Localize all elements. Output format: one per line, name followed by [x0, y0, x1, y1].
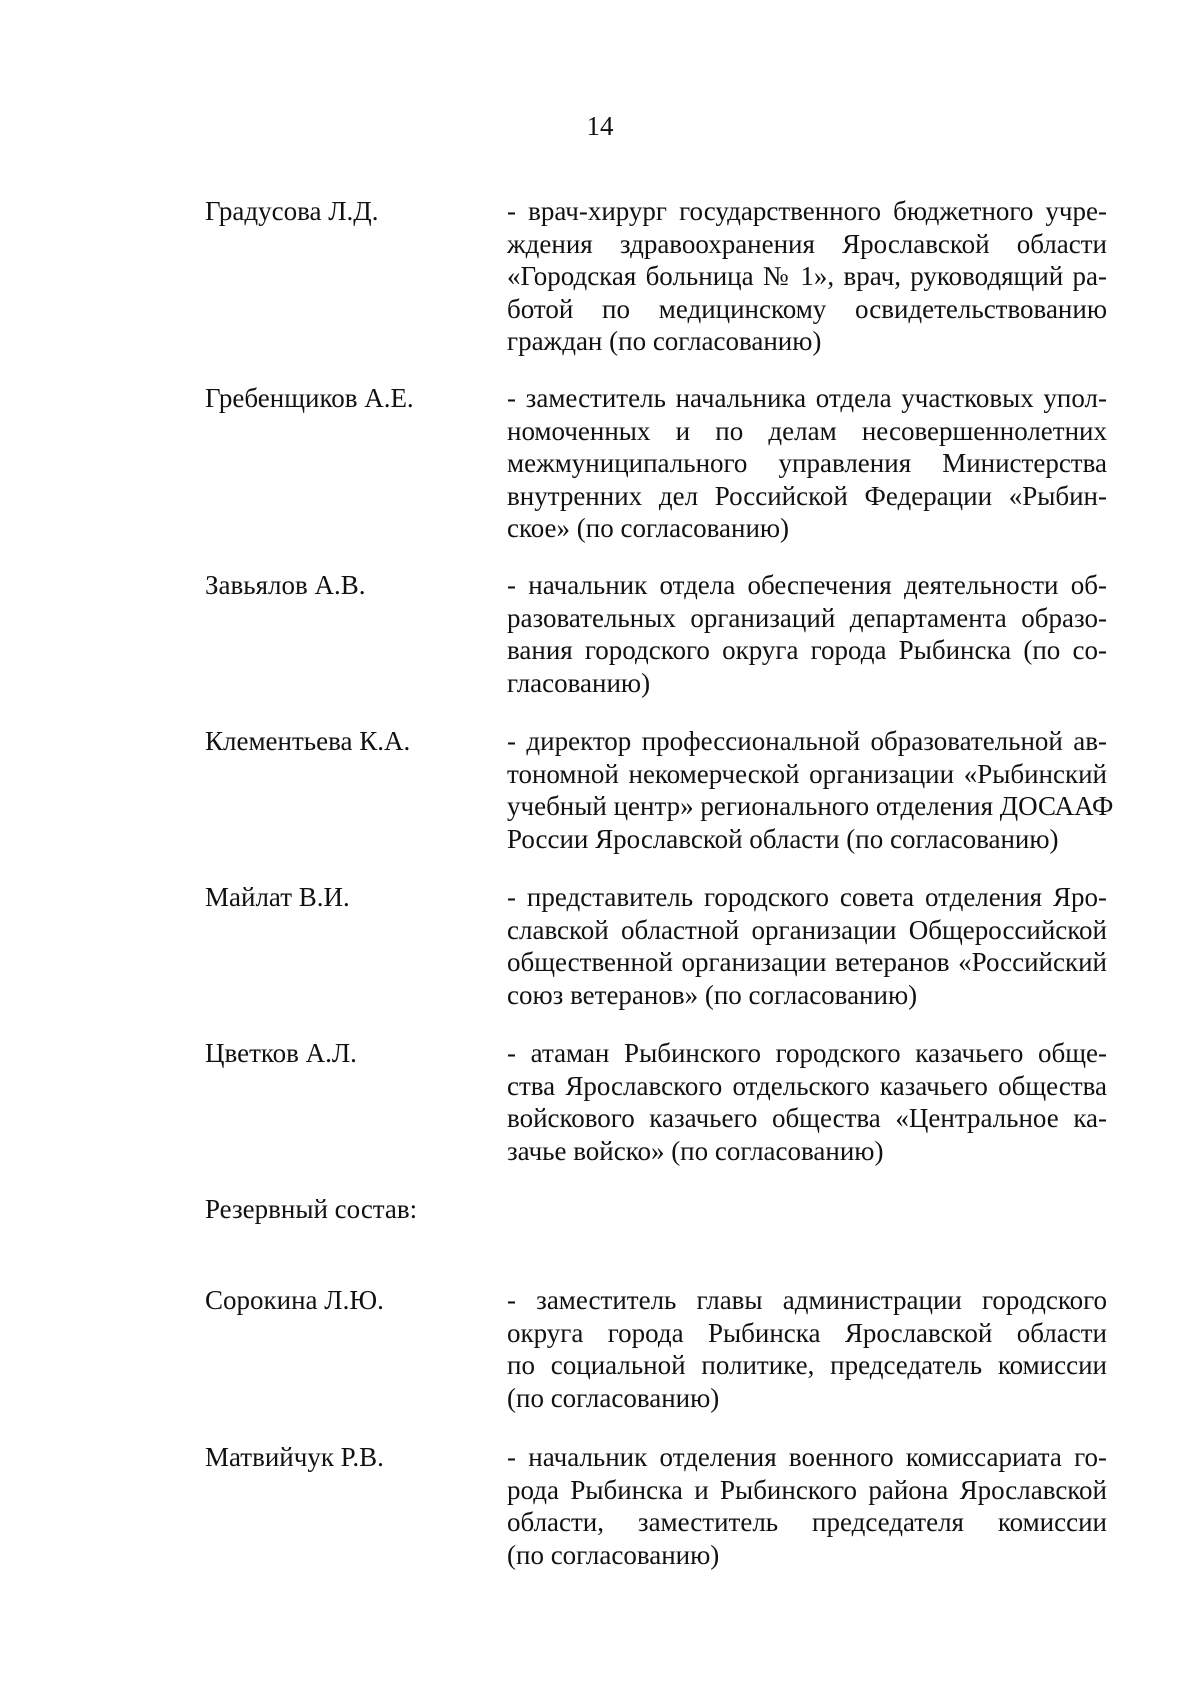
- member-name: Сорокина Л.Ю.: [205, 1285, 384, 1315]
- reserve-member-row: [205, 1441, 1107, 1571]
- member-description: [507, 569, 1107, 699]
- description-line: зачье войско» (по согласованию): [507, 1135, 884, 1166]
- member-description: [507, 725, 1114, 855]
- description-line: - заместитель начальника отдела участковых упол-: [507, 383, 1107, 413]
- description-line: союз ветеранов» (по согласованию): [507, 979, 918, 1010]
- member-row: [205, 881, 1107, 1011]
- member-row: [205, 1037, 1107, 1167]
- description-line: - атаман Рыбинского городского казачьего обще-: [507, 1038, 1107, 1068]
- description-line: по социальной политике, председатель комиссии: [507, 1350, 1107, 1380]
- member-description: [507, 382, 1107, 545]
- member-name: Цветков А.Л.: [205, 1038, 357, 1068]
- description-line: вания городского округа города Рыбинска (по со-: [507, 635, 1107, 665]
- description-line: - начальник отдела обеспечения деятельности об-: [507, 570, 1107, 600]
- member-name: Градусова Л.Д.: [205, 196, 379, 226]
- description-line: - заместитель главы администрации городского: [507, 1285, 1107, 1315]
- description-line: - директор профессиональной образовательной ав-: [507, 726, 1107, 756]
- description-line: общественной организации ветеранов «Российский: [507, 947, 1107, 977]
- page-number: 14: [586, 111, 614, 141]
- description-line: разовательных организаций департамента образо-: [507, 602, 1107, 633]
- member-name: Гребенщиков А.Е.: [205, 383, 414, 413]
- member-row: [205, 569, 1107, 699]
- description-line: ства Ярославского отдельского казачьего общества: [507, 1070, 1107, 1101]
- member-description: [507, 195, 1107, 358]
- description-line: гласованию): [507, 667, 651, 698]
- description-line: учебный центр» регионального отделения ДОСААФ: [507, 791, 1114, 821]
- description-line: славской областной организации Общероссийской: [507, 914, 1107, 945]
- member-description: [507, 1037, 1107, 1167]
- description-line: ботой по медицинскому освидетельствованию: [507, 293, 1107, 324]
- description-line: «Городская больница № 1», врач, руководящий ра-: [507, 261, 1107, 291]
- member-name: Завьялов А.В.: [205, 570, 366, 600]
- member-name: Матвийчук Р.В.: [205, 1442, 384, 1472]
- description-line: межмуниципального управления Министерства: [507, 448, 1107, 478]
- description-line: номоченных и по делам несовершеннолетних: [507, 415, 1107, 446]
- member-name: Майлат В.И.: [205, 882, 350, 912]
- member-description: [507, 1441, 1107, 1571]
- description-line: (по согласованию): [507, 1539, 720, 1570]
- description-line: - представитель городского совета отделения Яро-: [507, 882, 1107, 912]
- description-line: тономной некомерческой организации «Рыбинский: [507, 758, 1107, 789]
- reserve-section-heading: Резервный состав:: [205, 1194, 418, 1224]
- description-line: ское» (по согласованию): [507, 513, 790, 543]
- description-line: ждения здравоохранения Ярославской области: [507, 228, 1107, 259]
- description-line: (по согласованию): [507, 1382, 720, 1413]
- member-row: [205, 195, 1107, 358]
- description-line: внутренних дел Российской Федерации «Рыбин-: [507, 480, 1107, 511]
- description-line: - начальник отделения военного комиссариата го-: [507, 1442, 1107, 1472]
- description-line: рода Рыбинска и Рыбинского района Ярославской: [507, 1474, 1107, 1505]
- reserve-member-row: [205, 1284, 1107, 1414]
- member-row: [205, 725, 1114, 855]
- description-line: округа города Рыбинска Ярославской области: [507, 1317, 1107, 1348]
- description-line: граждан (по согласованию): [507, 326, 822, 356]
- description-line: - врач-хирург государственного бюджетного учре-: [507, 196, 1107, 226]
- member-row: [205, 382, 1107, 545]
- description-line: России Ярославской области (по согласованию): [507, 823, 1059, 854]
- member-description: [507, 881, 1107, 1011]
- member-name: Клементьева К.А.: [205, 726, 411, 756]
- description-line: войскового казачьего общества «Центральное ка-: [507, 1103, 1107, 1133]
- description-line: области, заместитель председателя комиссии: [507, 1507, 1107, 1537]
- member-description: [507, 1284, 1107, 1414]
